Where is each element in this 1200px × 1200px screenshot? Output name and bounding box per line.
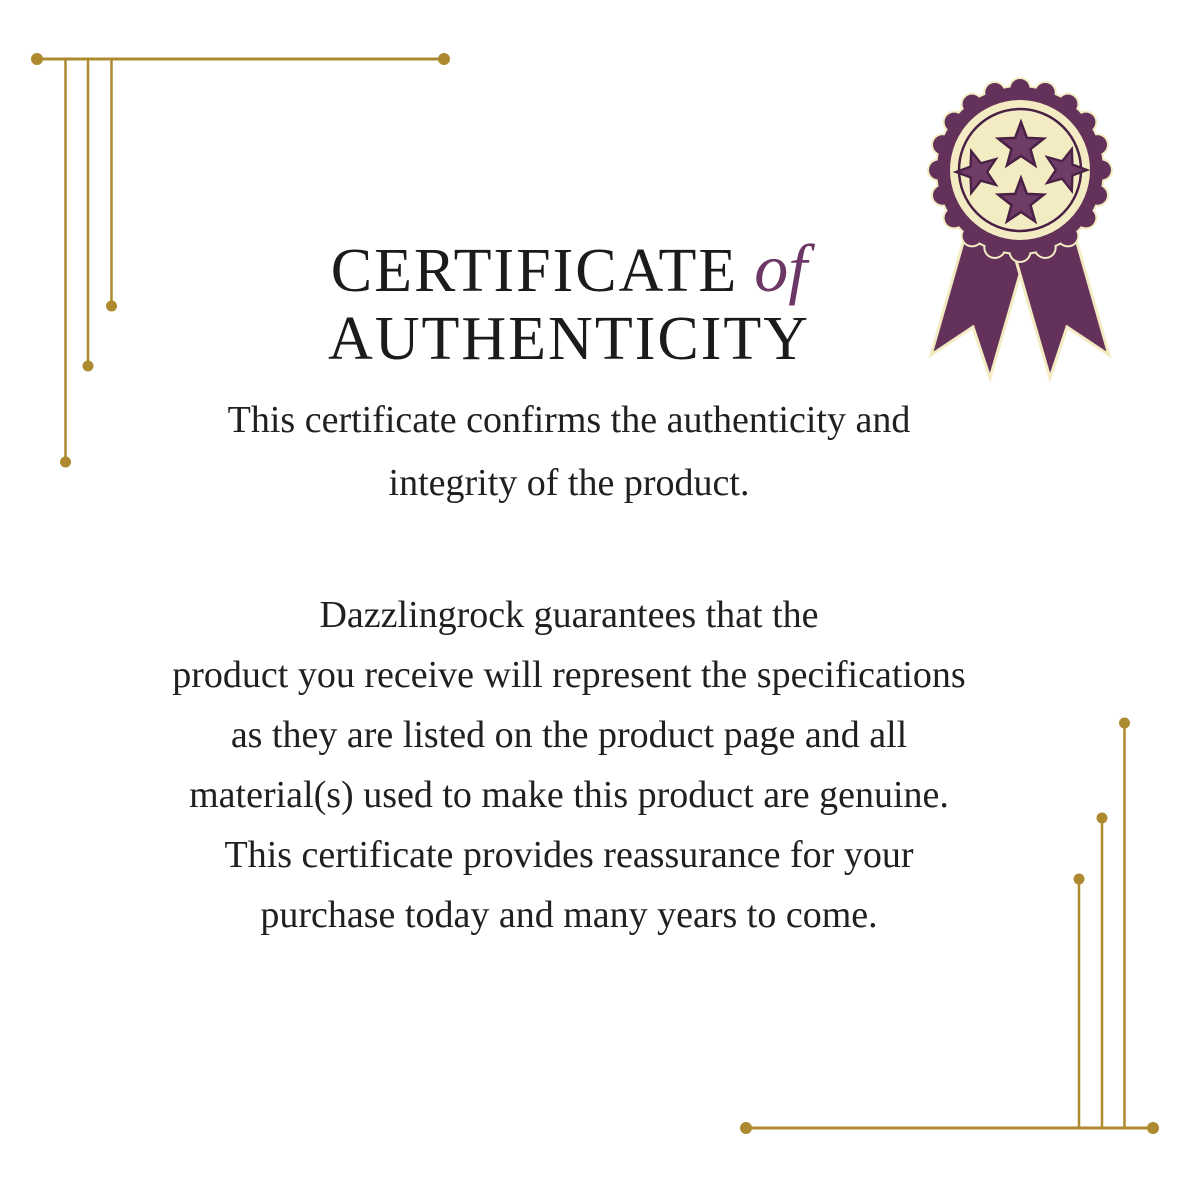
title-line-1 <box>95 230 1043 306</box>
guarantee-line: product you receive will represent the specifications <box>172 654 966 696</box>
intro-line: integrity of the product. <box>388 462 750 504</box>
title-accent-of: of <box>754 230 808 306</box>
certificate-title <box>95 230 1043 373</box>
guarantee-line: as they are listed on the product page and all <box>230 714 908 756</box>
guarantee-line: purchase today and many years to come. <box>260 894 878 936</box>
guarantee-paragraph <box>95 585 1043 945</box>
intro-paragraph <box>95 389 1043 515</box>
guarantee-line: This certificate provides reassurance for your <box>224 834 914 876</box>
intro-line: This certificate confirms the authenticity and <box>227 399 911 441</box>
guarantee-line: Dazzlingrock guarantees that the <box>319 594 819 636</box>
guarantee-line: material(s) used to make this product are genuine. <box>189 774 949 816</box>
title-word-certificate: CERTIFICATE <box>330 237 739 305</box>
title-word-authenticity: AUTHENTICITY <box>327 305 810 373</box>
certificate-content <box>95 0 1043 945</box>
